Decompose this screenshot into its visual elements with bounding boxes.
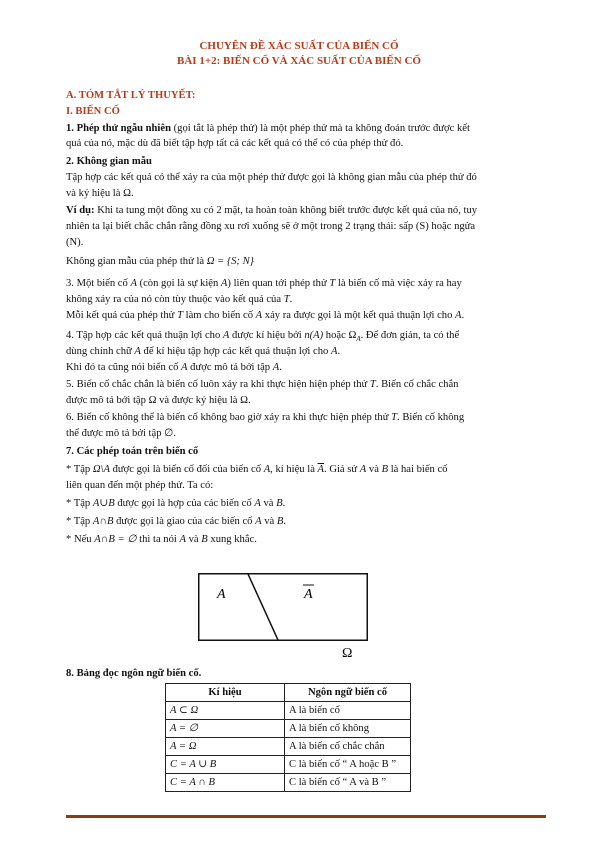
table-row: [166, 756, 411, 774]
para-1-line-1: 1. Phép thử ngẫu nhiên (gọi tắt là phép thử) là một phép thử mà ta không đoán trước được kết: [66, 123, 470, 134]
intersection-line: * Tập A∩B được gọi là giao của các biến cố A và B.: [66, 516, 287, 527]
para-3-line-1: 3. Một biến cố A (còn gọi là sự kiện A) liên quan tới phép thử T là biến cố mà việc xảy ra hay: [66, 278, 462, 289]
section-i-heading: I. BIẾN CỐ: [66, 106, 120, 117]
para-6-line-1: 6. Biến cố không thể là biến cố không bao giờ xảy ra khi thực hiện phép thử T. Biến cố không: [66, 412, 465, 423]
example-label: Ví dụ:: [66, 205, 95, 216]
table-row: [166, 720, 411, 738]
table-cell-meaning: A là biến cố không: [285, 720, 411, 738]
footer-rule: [66, 815, 546, 818]
event-a-label: A: [217, 587, 226, 602]
table-cell-symbol: A = Ω: [166, 738, 285, 756]
table-row: [166, 702, 411, 720]
para-4-line-1: 4. Tập hợp các kết quả thuận lợi cho A được kí hiệu bởi n(A) hoặc $\Omega_A$. Để đơn giản, ta có thể: [66, 330, 460, 344]
para-7-line-2: liên quan đến một phép thử. Ta có:: [66, 480, 214, 491]
partition-line: [248, 574, 278, 640]
table-cell-symbol: A = ∅: [166, 720, 285, 738]
document-title: CHUYÊN ĐỀ XÁC SUẤT CỦA BIẾN CỐ: [199, 40, 399, 52]
para-4-line-3: Khi đó ta cũng nói biến cố A được mô tả bởi tập A.: [66, 362, 282, 373]
table-cell-meaning: C là biến cố “ A và B ”: [285, 774, 411, 792]
para-4-line-2: dùng chính chữ A để kí hiệu tập hợp các kết quả thuận lợi cho A.: [66, 346, 341, 357]
para-2-line-2: và ký hiệu là Ω.: [66, 188, 134, 199]
sample-space-box: [199, 574, 368, 641]
table-cell-symbol: A ⊂ Ω: [166, 702, 285, 720]
sample-space-line: Không gian mẫu của phép thử là Ω = {S; N}: [66, 256, 254, 267]
column-header-symbol: Kí hiệu: [166, 684, 285, 702]
complement-symbol: $\overline{A}$: [317, 464, 325, 475]
para-2-heading: 2. Không gian mẫu: [66, 156, 152, 167]
para-3-line-2: không xảy ra của nó còn tùy thuộc vào kết quả của T.: [66, 294, 293, 305]
example-line-1: Ví dụ: Khi ta tung một đồng xu có 2 mặt, ta hoàn toàn không biết trước được kết quả của nó, tuy: [66, 205, 478, 216]
table-row: [166, 774, 411, 792]
para-8-heading: 8. Bảng đọc ngôn ngữ biến cố.: [66, 668, 202, 679]
para-7-line-1: * Tập Ω\A được gọi là biến cố đối của biến cố A, kí hiệu là $\overline{A}$. Giả sử A và B là hai biến cố: [66, 464, 448, 475]
sample-space-formula: Ω = {S; N}: [206, 256, 254, 267]
complement-a-label: A: [304, 587, 313, 602]
para-2-line-1: Tập hợp các kết quả có thể xảy ra của một phép thử được gọi là không gian mẫu của phép thử đó: [66, 172, 477, 183]
complement-diagram: [198, 573, 368, 661]
para-6-line-2: thể được mô tả bởi tập ∅.: [66, 428, 177, 439]
para-5-line-2: được mô tả bởi tập Ω và được ký hiệu là Ω.: [66, 395, 251, 406]
lesson-title: BÀI 1+2: BIẾN CỐ VÀ XÁC SUẤT CỦA BIẾN CỐ: [177, 55, 421, 67]
para-5-line-1: 5. Biến cố chắc chắn là biến cố luôn xảy ra khi thực hiện hiện phép thử T. Biến cố chắc chắn: [66, 379, 459, 390]
para-1-term: 1. Phép thử ngẫu nhiên: [66, 123, 171, 134]
para-3-line-3: Mỗi kết quả của phép thử T làm cho biến cố A xảy ra được gọi là một kết quả thuận lợi cho A.: [66, 310, 465, 321]
section-a-heading: A. TÓM TẮT LÝ THUYẾT:: [66, 90, 196, 101]
table-cell-symbol: C = A ∪ B: [166, 756, 285, 774]
table-cell-meaning: A là biến cố chắc chắn: [285, 738, 411, 756]
table-cell-meaning: C là biến cố “ A hoặc B ”: [285, 756, 411, 774]
union-line: * Tập A∪B được gọi là hợp của các biến cố A và B.: [66, 498, 286, 509]
table-cell-symbol: C = A ∩ B: [166, 774, 285, 792]
omega-label: Ω: [342, 646, 353, 661]
para-1-line-2: quả của nó, mặc dù đã biết tập hợp tất cả các kết quả có thể có của phép thử đó.: [66, 138, 404, 149]
table-cell-meaning: A là biến cố: [285, 702, 411, 720]
event-language-table: [165, 683, 411, 792]
example-line-2: nhiên ta lại biết chắc chắn rằng đồng xu rơi xuống sẽ ở một trong 2 trạng thái: sấp (S) hoặc ngửa: [66, 221, 476, 232]
table-header-row: [166, 684, 411, 702]
mutually-exclusive-line: * Nếu A∩B = ∅ thì ta nói A và B xung khắc.: [66, 534, 257, 545]
example-line-3: (N).: [66, 237, 84, 248]
para-7-heading: 7. Các phép toán trên biến cố: [66, 446, 199, 457]
table-row: [166, 738, 411, 756]
column-header-meaning: Ngôn ngữ biến cố: [285, 684, 411, 702]
